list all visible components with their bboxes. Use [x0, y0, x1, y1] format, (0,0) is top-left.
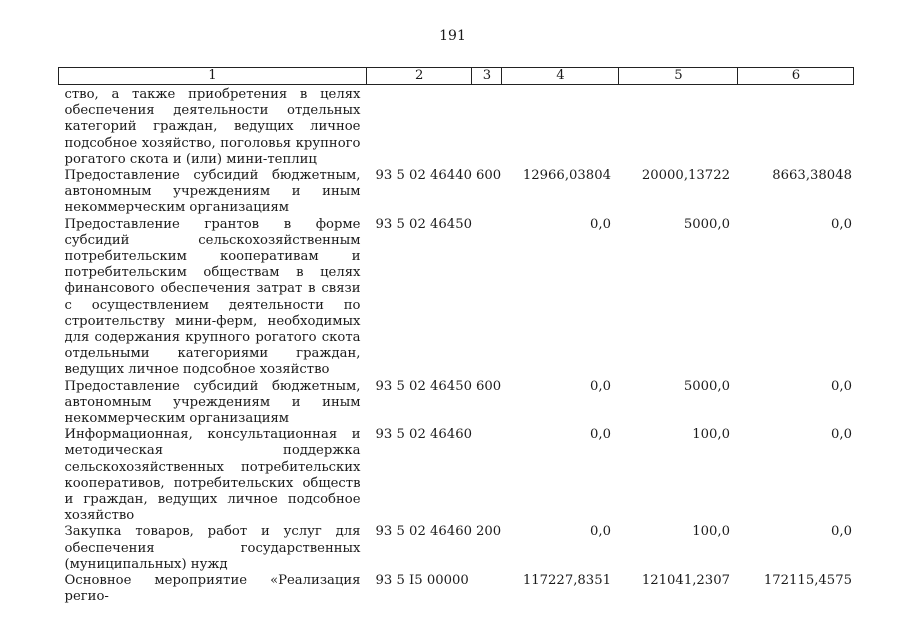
row-description: Основное мероприятие «Реализация регио- — [64, 573, 361, 605]
row-code: 93 5 02 46450 — [375, 216, 472, 232]
row-value-4: 0,0 — [590, 427, 611, 443]
row-value-5: 121041,2307 — [641, 573, 730, 589]
row-value-4: 117227,8351 — [522, 573, 611, 589]
row-value-5: 100,0 — [692, 524, 730, 540]
table-row — [59, 524, 854, 573]
table-row — [59, 217, 854, 379]
column-header-3: 3 — [472, 68, 502, 85]
column-header-5: 5 — [619, 68, 738, 85]
row-description: Предоставление грантов в форме субсидий сельскохозяйственным потребительским кооперативам и потребительским обществам в целях финансового обеспечения затрат в связи с осуществлением деятельности по строительству мини-ферм, необходимых для содержания крупного рогатого скота отдельными категориями граждан, ведущих личное подсобное хозяйство — [64, 216, 361, 378]
row-value-6: 0,0 — [831, 216, 852, 232]
row-expense-type — [472, 427, 502, 524]
row-value-6: 8663,38048 — [772, 168, 852, 184]
column-header-4: 4 — [502, 68, 619, 85]
table-header-row — [59, 68, 854, 85]
row-value-5: 20000,13722 — [641, 168, 730, 184]
row-value-4: 0,0 — [590, 216, 611, 232]
table-row — [59, 168, 854, 217]
row-expense-type: 600 — [475, 378, 502, 394]
row-value-5: 5000,0 — [683, 216, 730, 232]
row-expense-type: 200 — [475, 524, 502, 540]
row-code: 93 5 I5 00000 — [375, 573, 469, 589]
column-header-2: 2 — [367, 68, 472, 85]
row-description: ство, а также приобретения в целях обеспечения деятельности отдельных категорий граждан, ведущих личное подсобное хозяйство, поголовья крупного рогатого скота и (или) мини-теплиц — [64, 87, 361, 167]
row-code: 93 5 02 46460 — [375, 524, 472, 540]
row-value-6: 0,0 — [831, 427, 852, 443]
column-header-6: 6 — [738, 68, 854, 85]
budget-table — [58, 67, 854, 606]
row-value-4 — [502, 87, 619, 168]
row-description: Предоставление субсидий бюджетным, автономным учреждениям и иным некоммерческим организациям — [64, 168, 361, 216]
row-value-4: 0,0 — [590, 524, 611, 540]
row-code: 93 5 02 46460 — [375, 427, 472, 443]
table-row — [59, 427, 854, 524]
row-value-6: 0,0 — [831, 378, 852, 394]
row-expense-type — [472, 217, 502, 379]
row-code — [367, 87, 472, 168]
row-code: 93 5 02 46450 — [375, 378, 472, 394]
row-value-5: 5000,0 — [683, 378, 730, 394]
row-value-4: 0,0 — [590, 378, 611, 394]
row-code: 93 5 02 46440 — [375, 168, 472, 184]
table-header — [59, 68, 854, 85]
row-description: Предоставление субсидий бюджетным, автономным учреждениям и иным некоммерческим организациям — [64, 378, 361, 427]
table-row — [59, 87, 854, 168]
row-value-5: 100,0 — [692, 427, 730, 443]
column-header-1: 1 — [59, 68, 367, 85]
row-value-6: 0,0 — [831, 524, 852, 540]
row-value-6: 172115,4575 — [763, 573, 852, 589]
row-value-4: 12966,03804 — [522, 168, 611, 184]
row-description: Закупка товаров, работ и услуг для обеспечения государственных (муниципальных) нужд — [64, 524, 361, 572]
page-number: 191 — [439, 28, 466, 44]
row-expense-type: 600 — [475, 168, 502, 184]
row-description: Информационная, консультационная и методическая поддержка сельскохозяйственных потребительских кооперативов, потребительских обществ и граждан, ведущих личное подсобное хозяйство — [64, 427, 361, 524]
row-expense-type — [472, 87, 502, 168]
row-value-5 — [619, 87, 738, 168]
row-expense-type — [472, 573, 502, 605]
table-row — [59, 379, 854, 428]
row-value-6 — [738, 87, 854, 168]
table-row — [59, 573, 854, 605]
